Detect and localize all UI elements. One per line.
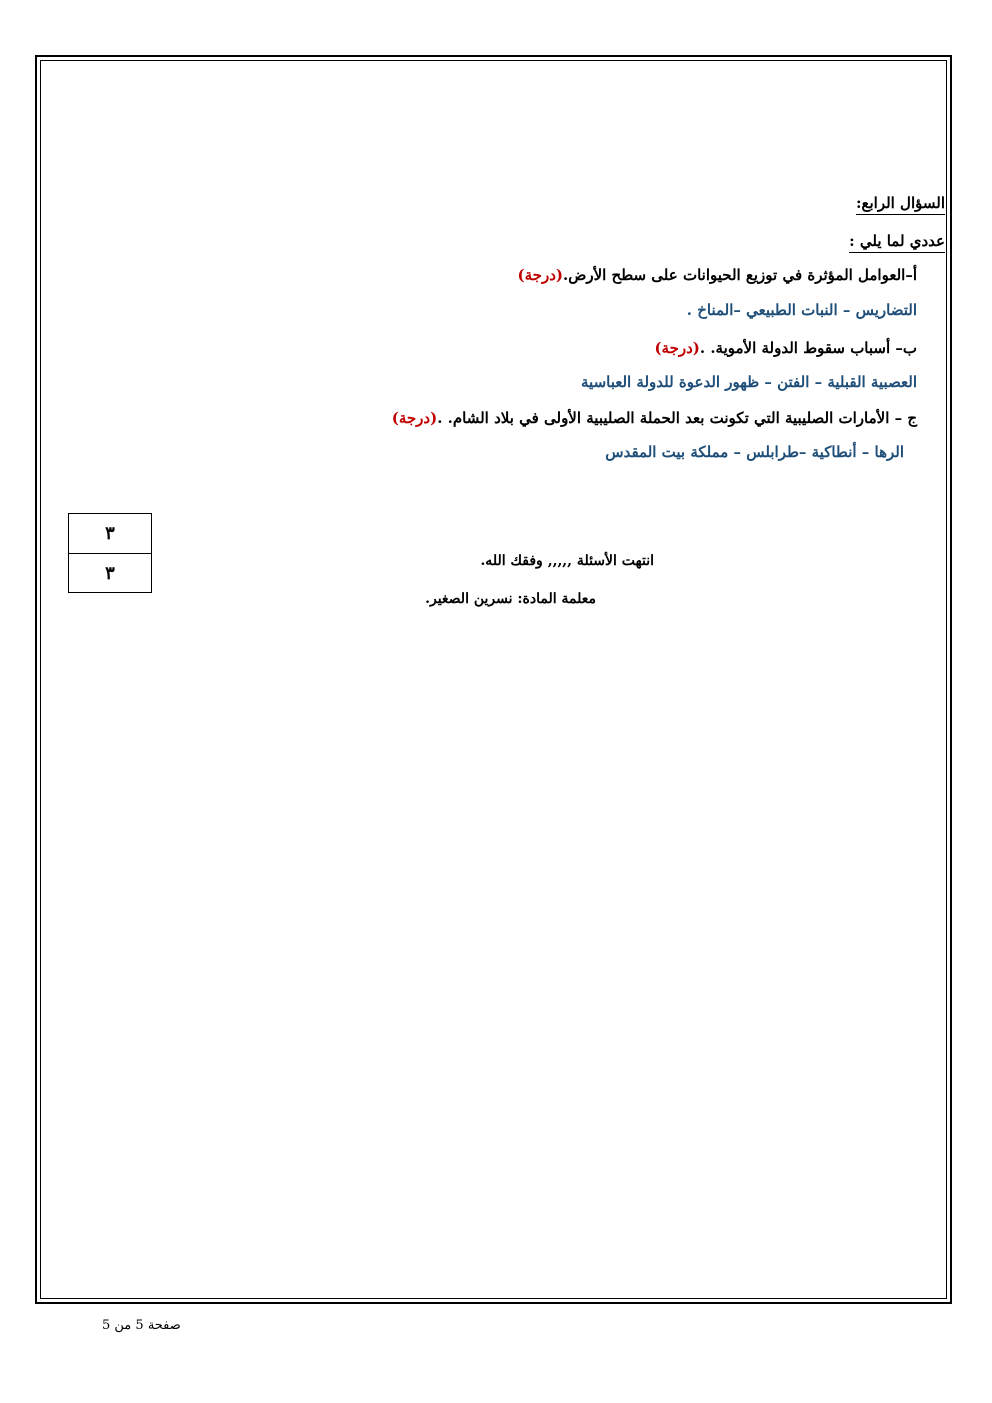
item-c-grade: (درجة): [391, 409, 438, 427]
item-a-answer: التضاريس – النبات الطبيعي –المناخ .: [686, 301, 917, 319]
score-box: [68, 513, 152, 593]
teacher-name: معلمة المادة: نسرين الصغير.: [425, 591, 596, 607]
score-top: ٣: [105, 523, 115, 544]
question-instruction: عددي لما يلي :: [849, 231, 945, 251]
item-c-answer: الرها – أنطاكية –طرابلس – مملكة بيت المقدس: [605, 443, 904, 461]
item-a-prompt: أ–العوامل المؤثرة في توزيع الحيوانات على سطح الأرض.(درجة): [517, 266, 917, 284]
end-text: انتهت الأسئلة ,,,,, وفقك الله.: [480, 553, 654, 569]
item-b-prompt: ب– أسباب سقوط الدولة الأموية. .(درجة): [654, 339, 917, 357]
item-a-grade: (درجة): [517, 266, 563, 284]
question-title: السؤال الرابع:: [856, 193, 945, 213]
page-number: صفحة 5 من 5: [102, 1318, 181, 1333]
item-b-answer: العصبية القبلية – الفتن – ظهور الدعوة للدولة العباسية: [581, 373, 917, 391]
score-bottom: ٣: [69, 553, 151, 592]
page-border-inner: [40, 60, 947, 1299]
item-b-grade: (درجة): [654, 339, 700, 357]
item-c-prompt: ج – الأمارات الصليبية التي تكونت بعد الحملة الصليبية الأولى في بلاد الشام. .(درجة): [391, 409, 917, 427]
